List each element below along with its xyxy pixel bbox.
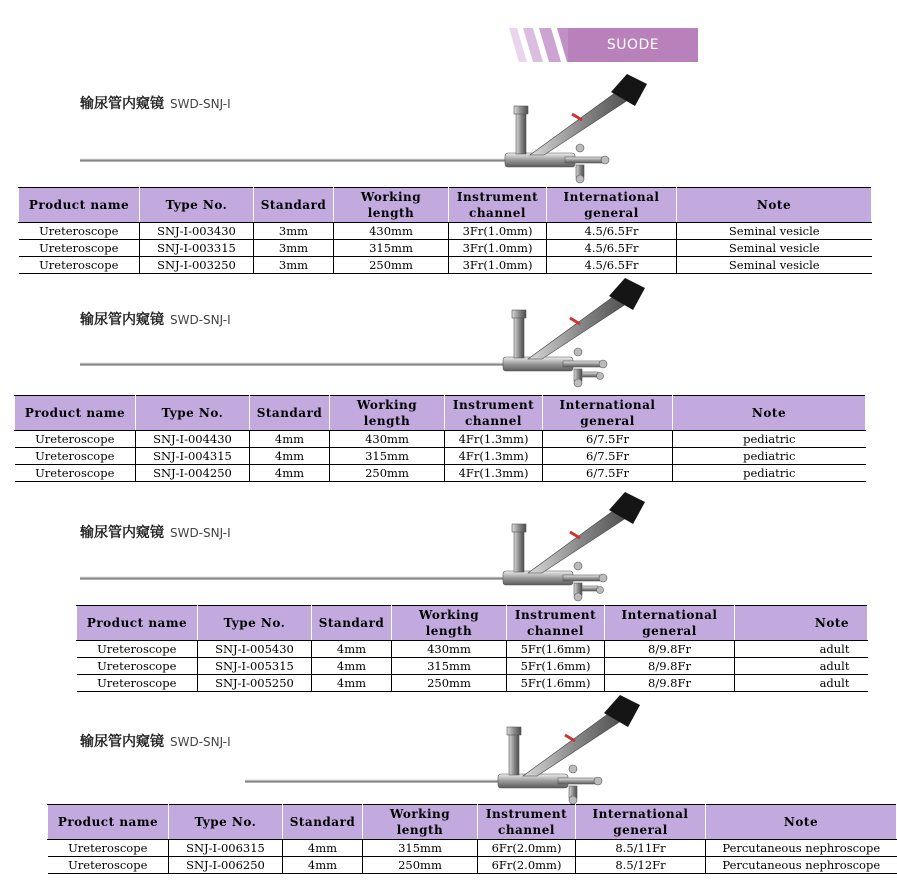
cell-product-name: Ureteroscope [19, 257, 140, 274]
cell-product-name: Ureteroscope [77, 641, 198, 658]
column-header-international-general: International general [543, 396, 673, 431]
cell-working-length: 250mm [330, 465, 445, 482]
cell-international-general: 4.5/6.5Fr [547, 223, 677, 240]
section-title-text: 输尿管内窥镜 [80, 525, 164, 541]
cell-note: adult [735, 641, 868, 658]
cell-note: pediatric [673, 465, 866, 482]
cell-working-length: 250mm [392, 675, 507, 692]
column-header-type-no: Type No. [169, 805, 283, 840]
cell-type-no: SNJ-I-004250 [136, 465, 250, 482]
cell-product-name: Ureteroscope [15, 431, 136, 448]
table-row [77, 641, 868, 658]
column-header-instrument-channel: Instrument channel [507, 606, 605, 641]
cell-working-length: 430mm [392, 641, 507, 658]
column-header-working-length: Working length [334, 188, 449, 223]
cell-product-name: Ureteroscope [48, 857, 169, 874]
cell-instrument-channel: 6Fr(2.0mm) [478, 857, 576, 874]
table-row [15, 465, 866, 482]
cell-type-no: SNJ-I-005315 [198, 658, 312, 675]
cell-note: pediatric [673, 448, 866, 465]
column-header-standard: Standard [250, 396, 330, 431]
table-row [77, 675, 868, 692]
brand-stripes-graphic [505, 28, 575, 62]
column-header-international-general: International general [576, 805, 706, 840]
cell-instrument-channel: 4Fr(1.3mm) [445, 448, 543, 465]
model-code: SWD-SNJ-I [170, 735, 231, 749]
cell-note: adult [735, 675, 868, 692]
cell-instrument-channel: 5Fr(1.6mm) [507, 675, 605, 692]
table-row [48, 857, 897, 874]
column-header-instrument-channel: Instrument channel [449, 188, 547, 223]
table-row [19, 223, 872, 240]
cell-international-general: 4.5/6.5Fr [547, 257, 677, 274]
table-row [48, 840, 897, 857]
model-code: SWD-SNJ-I [170, 97, 231, 111]
ureteroscope-image-1 [80, 72, 690, 201]
cell-type-no: SNJ-I-006250 [169, 857, 283, 874]
cell-working-length: 315mm [334, 240, 449, 257]
cell-note: adult [735, 658, 868, 675]
column-header-note: Note [735, 606, 868, 641]
cell-type-no: SNJ-I-004430 [136, 431, 250, 448]
cell-working-length: 315mm [330, 448, 445, 465]
cell-note: pediatric [673, 431, 866, 448]
table-row [77, 658, 868, 675]
spec-table-3 [76, 605, 868, 692]
cell-product-name: Ureteroscope [77, 658, 198, 675]
cell-type-no: SNJ-I-005430 [198, 641, 312, 658]
cell-instrument-channel: 5Fr(1.6mm) [507, 641, 605, 658]
column-header-instrument-channel: Instrument channel [445, 396, 543, 431]
column-header-note: Note [706, 805, 897, 840]
cell-working-length: 315mm [363, 840, 478, 857]
cell-product-name: Ureteroscope [19, 240, 140, 257]
section-title-text: 输尿管内窥镜 [80, 734, 164, 750]
model-code: SWD-SNJ-I [170, 313, 231, 327]
cell-international-general: 8.5/12Fr [576, 857, 706, 874]
column-header-note: Note [677, 188, 872, 223]
cell-international-general: 6/7.5Fr [543, 465, 673, 482]
cell-standard: 4mm [312, 641, 392, 658]
ureteroscope-image-4 [245, 693, 683, 822]
cell-instrument-channel: 4Fr(1.3mm) [445, 465, 543, 482]
section-title-4 [80, 731, 231, 751]
table-row [19, 240, 872, 257]
cell-instrument-channel: 4Fr(1.3mm) [445, 431, 543, 448]
cell-standard: 4mm [250, 431, 330, 448]
cell-type-no: SNJ-I-003250 [140, 257, 254, 274]
column-header-note: Note [673, 396, 866, 431]
cell-product-name: Ureteroscope [77, 675, 198, 692]
cell-note: Percutaneous nephroscope [706, 857, 897, 874]
table-row [19, 257, 872, 274]
column-header-international-general: International general [547, 188, 677, 223]
cell-standard: 4mm [312, 658, 392, 675]
cell-international-general: 4.5/6.5Fr [547, 240, 677, 257]
table-row [15, 448, 866, 465]
cell-working-length: 430mm [330, 431, 445, 448]
column-header-standard: Standard [312, 606, 392, 641]
column-header-product-name: Product name [48, 805, 169, 840]
ureteroscope-image-3 [80, 490, 688, 619]
column-header-instrument-channel: Instrument channel [478, 805, 576, 840]
column-header-type-no: Type No. [136, 396, 250, 431]
cell-international-general: 6/7.5Fr [543, 431, 673, 448]
cell-instrument-channel: 3Fr(1.0mm) [449, 257, 547, 274]
column-header-product-name: Product name [19, 188, 140, 223]
section-title-text: 输尿管内窥镜 [80, 96, 164, 112]
cell-product-name: Ureteroscope [48, 840, 169, 857]
column-header-product-name: Product name [15, 396, 136, 431]
cell-type-no: SNJ-I-003315 [140, 240, 254, 257]
column-header-product-name: Product name [77, 606, 198, 641]
cell-international-general: 8.5/11Fr [576, 840, 706, 857]
cell-working-length: 250mm [334, 257, 449, 274]
column-header-working-length: Working length [392, 606, 507, 641]
column-header-type-no: Type No. [140, 188, 254, 223]
cell-instrument-channel: 5Fr(1.6mm) [507, 658, 605, 675]
column-header-international-general: International general [605, 606, 735, 641]
cell-instrument-channel: 3Fr(1.0mm) [449, 240, 547, 257]
cell-note: Seminal vesicle [677, 240, 872, 257]
model-code: SWD-SNJ-I [170, 526, 231, 540]
cell-type-no: SNJ-I-005250 [198, 675, 312, 692]
column-header-working-length: Working length [330, 396, 445, 431]
cell-international-general: 8/9.8Fr [605, 675, 735, 692]
cell-standard: 4mm [283, 840, 363, 857]
cell-standard: 3mm [254, 223, 334, 240]
cell-note: Seminal vesicle [677, 223, 872, 240]
ureteroscope-image-2 [80, 276, 688, 405]
section-title-text: 输尿管内窥镜 [80, 312, 164, 328]
cell-product-name: Ureteroscope [15, 448, 136, 465]
column-header-standard: Standard [254, 188, 334, 223]
cell-standard: 4mm [312, 675, 392, 692]
cell-instrument-channel: 3Fr(1.0mm) [449, 223, 547, 240]
cell-standard: 4mm [250, 465, 330, 482]
cell-standard: 3mm [254, 240, 334, 257]
cell-international-general: 8/9.8Fr [605, 641, 735, 658]
cell-type-no: SNJ-I-006315 [169, 840, 283, 857]
column-header-type-no: Type No. [198, 606, 312, 641]
cell-international-general: 6/7.5Fr [543, 448, 673, 465]
cell-instrument-channel: 6Fr(2.0mm) [478, 840, 576, 857]
brand-logo [568, 28, 698, 62]
cell-product-name: Ureteroscope [19, 223, 140, 240]
cell-type-no: SNJ-I-003430 [140, 223, 254, 240]
spec-table-4 [47, 804, 897, 874]
cell-international-general: 8/9.8Fr [605, 658, 735, 675]
column-header-standard: Standard [283, 805, 363, 840]
table-row [15, 431, 866, 448]
cell-standard: 3mm [254, 257, 334, 274]
cell-working-length: 315mm [392, 658, 507, 675]
cell-standard: 4mm [250, 448, 330, 465]
cell-product-name: Ureteroscope [15, 465, 136, 482]
cell-note: Percutaneous nephroscope [706, 840, 897, 857]
spec-table-1 [18, 187, 872, 274]
spec-table-2 [14, 395, 866, 482]
cell-standard: 4mm [283, 857, 363, 874]
column-header-working-length: Working length [363, 805, 478, 840]
cell-working-length: 250mm [363, 857, 478, 874]
cell-type-no: SNJ-I-004315 [136, 448, 250, 465]
cell-working-length: 430mm [334, 223, 449, 240]
cell-note: Seminal vesicle [677, 257, 872, 274]
brand-name: SUODE [606, 37, 660, 53]
